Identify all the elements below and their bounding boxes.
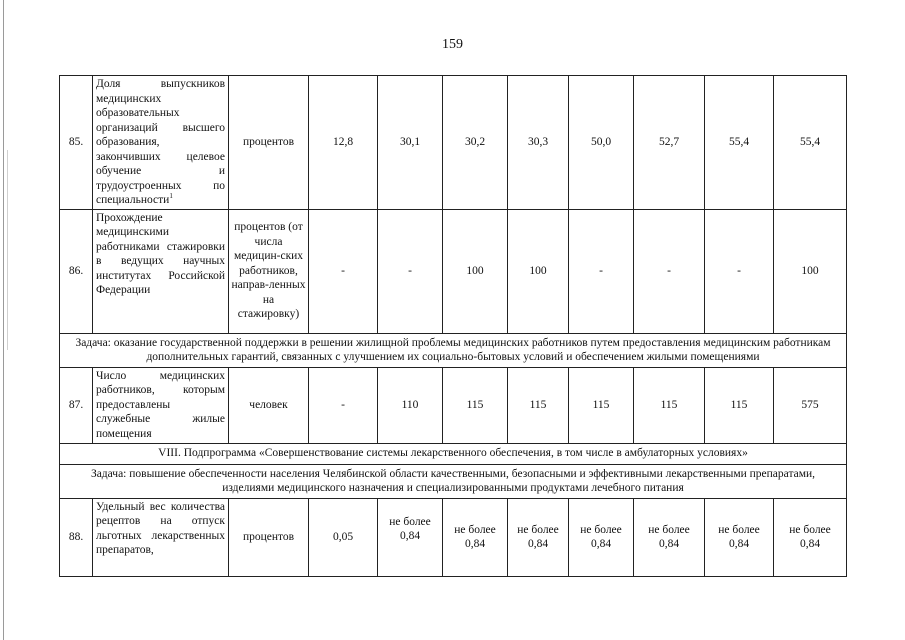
row-number: 88. <box>60 498 93 576</box>
value-cell: 52,7 <box>634 76 705 210</box>
value-cell: не более 0,84 <box>378 498 443 576</box>
scan-edge-line <box>3 0 4 640</box>
page-number: 159 <box>442 37 463 52</box>
indicator-name: Число медицинских работников, которым предоставлены служебные жилые помещения <box>93 367 229 443</box>
table-row-87 <box>60 367 847 443</box>
indicator-name: Доля выпускников медицинских образовательных организаций высшего образования, закончивших целевое обучение и трудоустроенных по специальности$^1$ <box>93 76 229 210</box>
value-cell: не более 0,84 <box>569 498 634 576</box>
value-cell: не более 0,84 <box>443 498 508 576</box>
unit-cell: процентов <box>229 76 309 210</box>
value-cell: 115 <box>508 367 569 443</box>
value-cell: - <box>705 209 774 333</box>
unit-cell: человек <box>229 367 309 443</box>
value-cell: не более 0,84 <box>508 498 569 576</box>
unit-cell: процентов (от числа медицин-ских работников, направ-ленных на стажировку) <box>229 209 309 333</box>
subprogram-title: VIII. Подпрограмма «Совершенствование системы лекарственного обеспечения, в том числе в амбулаторных условиях» <box>60 443 847 464</box>
value-cell: 30,1 <box>378 76 443 210</box>
value-cell: не более 0,84 <box>705 498 774 576</box>
value-cell: 100 <box>774 209 847 333</box>
value-cell: 115 <box>569 367 634 443</box>
row-number: 87. <box>60 367 93 443</box>
indicator-name: Прохождение медицинскими работниками стажировки в ведущих научных институтах Российской Федерации <box>93 209 229 333</box>
task-text: Задача: оказание государственной поддержки в решении жилищной проблемы медицинских работников путем предоставления медицинским работникам дополнительных гарантий, связанных с улучшением их социально-бытовых условий и обеспечением жилыми помещениями <box>60 333 847 367</box>
task-row <box>60 333 847 367</box>
row-number: 85. <box>60 76 93 210</box>
value-cell: 100 <box>508 209 569 333</box>
value-cell: 50,0 <box>569 76 634 210</box>
value-cell: - <box>309 367 378 443</box>
subprogram-row <box>60 443 847 464</box>
value-cell: 55,4 <box>705 76 774 210</box>
unit-cell: процентов <box>229 498 309 576</box>
value-cell: 575 <box>774 367 847 443</box>
indicators-table <box>59 75 847 577</box>
value-cell: - <box>569 209 634 333</box>
value-cell: 30,2 <box>443 76 508 210</box>
value-cell: 115 <box>634 367 705 443</box>
value-cell: 0,05 <box>309 498 378 576</box>
table-row-88 <box>60 498 847 576</box>
value-cell: - <box>634 209 705 333</box>
table-row-86 <box>60 209 847 333</box>
value-cell: - <box>309 209 378 333</box>
value-cell: 12,8 <box>309 76 378 210</box>
value-cell: - <box>378 209 443 333</box>
task-row <box>60 464 847 498</box>
value-cell: 100 <box>443 209 508 333</box>
value-cell: не более 0,84 <box>634 498 705 576</box>
value-cell: 30,3 <box>508 76 569 210</box>
value-cell: 115 <box>705 367 774 443</box>
footnote-mark: 1 <box>169 192 173 201</box>
scan-edge-line-faint <box>7 150 8 350</box>
value-cell: 110 <box>378 367 443 443</box>
table-row-85 <box>60 76 847 210</box>
value-cell: не более 0,84 <box>774 498 847 576</box>
row-number: 86. <box>60 209 93 333</box>
indicator-name: Удельный вес количества рецептов на отпуск льготных лекарственных препаратов, <box>93 498 229 576</box>
value-cell: 55,4 <box>774 76 847 210</box>
task-text: Задача: повышение обеспеченности населения Челябинской области качественными, безопасными и эффективными лекарственными препаратами, изделиями медицинского назначения и специализированными продуктами лечебного питания <box>60 464 847 498</box>
value-cell: 115 <box>443 367 508 443</box>
